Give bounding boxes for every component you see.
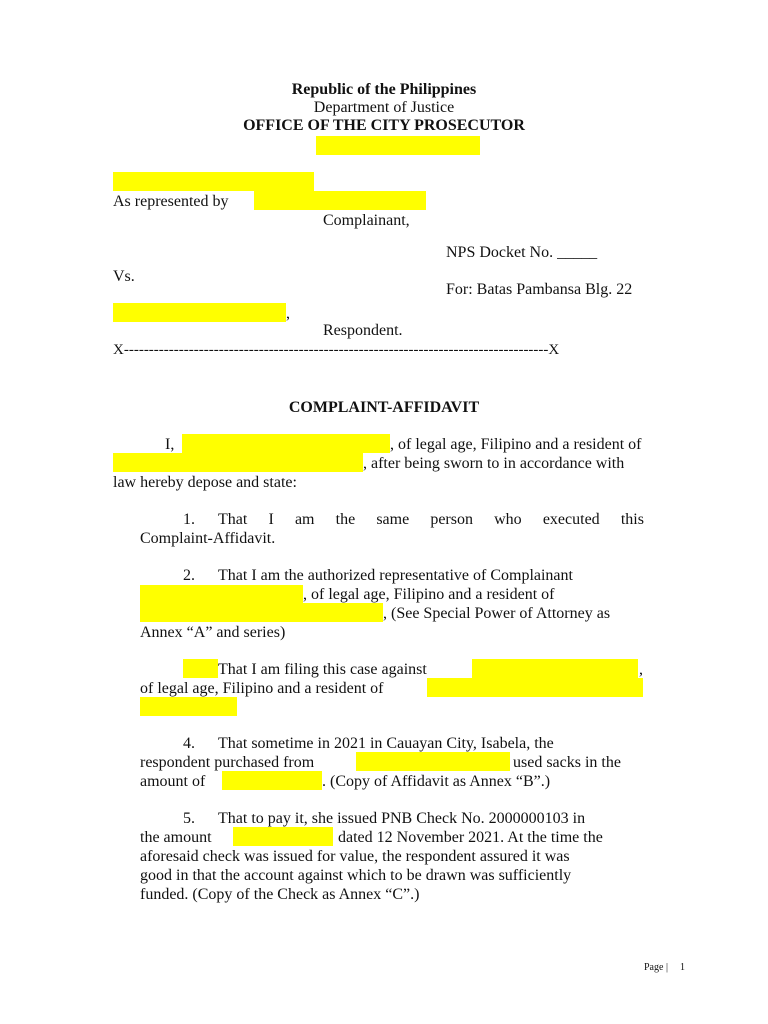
p1-word: this bbox=[620, 511, 644, 528]
p1-number: 1. bbox=[183, 511, 195, 528]
redacted-paragraph-number bbox=[183, 659, 218, 678]
redacted-representative-name bbox=[254, 191, 426, 210]
p1-word: same bbox=[376, 511, 410, 528]
p4-line3b: . (Copy of Affidavit as Annex “B”.) bbox=[322, 773, 551, 790]
p1-line1 bbox=[218, 510, 644, 529]
p4-line3a: amount of bbox=[140, 773, 206, 790]
p4-line1: That sometime in 2021 in Cauayan City, Isabela, the bbox=[218, 735, 554, 752]
p1-word: the bbox=[335, 511, 356, 528]
caption-divider: X-------------------------------------------------------------------------------------X bbox=[113, 342, 560, 358]
redacted-accused-address-1 bbox=[427, 678, 643, 697]
respondent-label: Respondent. bbox=[323, 322, 403, 339]
p3-line1: That I am filing this case against bbox=[218, 661, 427, 678]
redacted-affiant-name bbox=[182, 434, 390, 453]
p2-line1: That I am the authorized representative of Complainant bbox=[218, 567, 573, 584]
p3-line2: of legal age, Filipino and a resident of bbox=[140, 680, 384, 697]
p2-line2: , of legal age, Filipino and a resident of bbox=[303, 586, 555, 603]
header-republic: Republic of the Philippines bbox=[291, 81, 477, 98]
p4-line2b: used sacks in the bbox=[513, 754, 621, 771]
redacted-accused-name bbox=[472, 659, 638, 678]
header-office: OFFICE OF THE CITY PROSECUTOR bbox=[243, 117, 525, 134]
intro-depose: law hereby depose and state: bbox=[113, 474, 297, 491]
redacted-affiant-address bbox=[113, 453, 363, 472]
intro-sworn: , after being sworn to in accordance with bbox=[363, 455, 625, 472]
p5-line2b: dated 12 November 2021. At the time the bbox=[338, 829, 603, 846]
complainant-label: Complainant, bbox=[323, 212, 410, 229]
redacted-purchase-amount bbox=[222, 771, 322, 790]
p5-line1: That to pay it, she issued PNB Check No. 2000000103 in bbox=[218, 810, 586, 827]
header-department: Department of Justice bbox=[313, 99, 455, 116]
respondent-comma: , bbox=[286, 305, 290, 322]
p3-comma: , bbox=[639, 661, 643, 678]
intro-i: I, bbox=[165, 436, 175, 453]
p5-line3: aforesaid check was issued for value, the respondent assured it was bbox=[140, 848, 570, 865]
represented-by-label: As represented by bbox=[113, 193, 229, 210]
p5-line2a: the amount bbox=[140, 829, 212, 846]
footer-page-label: Page | bbox=[644, 962, 668, 973]
p2-number: 2. bbox=[183, 567, 195, 584]
redacted-city-name bbox=[316, 136, 480, 155]
docket-number: NPS Docket No. _____ bbox=[446, 244, 598, 261]
intro-legal-age: , of legal age, Filipino and a resident of bbox=[390, 436, 642, 453]
redacted-seller-name bbox=[356, 752, 510, 771]
p2-line4: Annex “A” and series) bbox=[140, 624, 286, 641]
redacted-accused-address-2 bbox=[140, 697, 237, 716]
redacted-complainant-name bbox=[113, 172, 314, 191]
p4-number: 4. bbox=[183, 735, 195, 752]
p1-word: who bbox=[494, 511, 522, 528]
p1-word: executed bbox=[542, 511, 600, 528]
p2-line3: , (See Special Power of Attorney as bbox=[383, 605, 611, 622]
p5-line5: funded. (Copy of the Check as Annex “C”.) bbox=[140, 886, 420, 903]
document-title: COMPLAINT-AFFIDAVIT bbox=[288, 399, 480, 416]
redacted-check-amount bbox=[233, 827, 333, 846]
redacted-respondent-name bbox=[113, 303, 286, 322]
p4-line2a: respondent purchased from bbox=[140, 754, 315, 771]
versus-label: Vs. bbox=[113, 268, 135, 285]
footer-page-number: 1 bbox=[680, 962, 685, 973]
p1-line2: Complaint-Affidavit. bbox=[140, 530, 276, 547]
case-type: For: Batas Pambansa Blg. 22 bbox=[446, 281, 633, 298]
p1-word: am bbox=[294, 511, 315, 528]
redacted-principal-address bbox=[140, 603, 383, 622]
p1-word: That bbox=[218, 511, 248, 528]
redacted-principal-name bbox=[140, 585, 303, 604]
p1-word: I bbox=[268, 511, 274, 528]
p1-word: person bbox=[430, 511, 473, 528]
p5-line4: good in that the account against which to be drawn was sufficiently bbox=[140, 867, 572, 884]
p5-number: 5. bbox=[183, 810, 195, 827]
